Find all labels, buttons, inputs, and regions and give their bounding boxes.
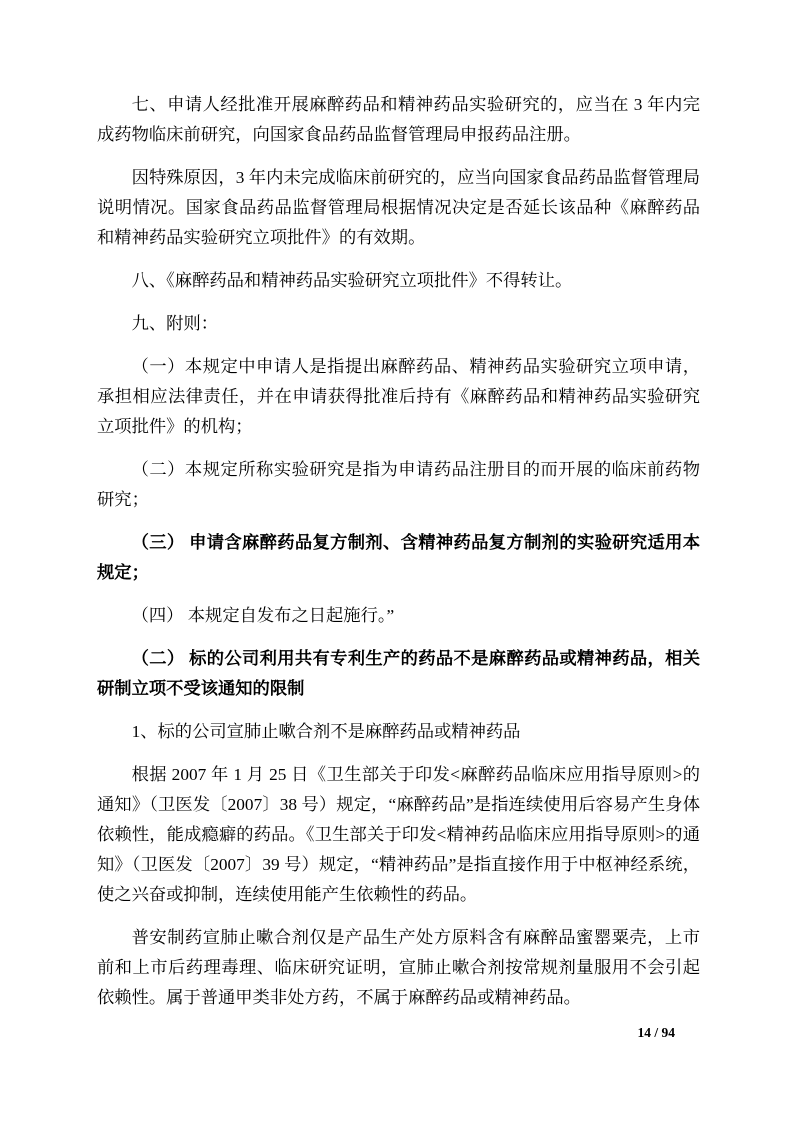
page-content: [97, 90, 700, 1026]
paragraph-special-reason: 因特殊原因，3 年内未完成临床前研究的，应当向国家食品药品监督管理局说明情况。国家食品药品监督管理局根据情况决定是否延长该品种《麻醉药品和精神药品实验研究立项批件》的有效期。: [97, 168, 700, 247]
paragraph-conclusion: 普安制药宣肺止嗽合剂仅是产品生产处方原料含有麻醉品蜜罂粟壳，上市前和上市后药理毒理、临床研究证明，宣肺止嗽合剂按常规剂量服用不会引起依赖性。属于普通甲类非处方药，不属于麻醉药品或精神药品。: [97, 928, 700, 1007]
paragraph-item-7: 七、申请人经批准开展麻醉药品和精神药品实验研究的，应当在 3 年内完成药物临床前研究，向国家食品药品监督管理局申报药品注册。: [97, 95, 700, 144]
paragraph-item-9: 九、附则：: [131, 314, 219, 333]
paragraph-regulation-basis: 根据 2007 年 1 月 25 日《卫生部关于印发<麻醉药品临床应用指导原则>的通知》（卫医发〔2007〕38 号）规定，“麻醉药品”是指连续使用后容易产生身体依赖性，能成瘾癖的药品。《卫生部关于印发<精神药品临床应用指导原则>的通知》（卫医发〔2007〕39 号）规定，“精神药品”是指直接作用于中枢神经系统，使之兴奋或抑制，连续使用能产生依赖性的药品。: [97, 765, 700, 904]
page-number: 14 / 94: [637, 1025, 675, 1040]
section-heading-2: （二） 标的公司利用共有专利生产的药品不是麻醉药品或精神药品，相关研制立项不受该通知的限制: [97, 649, 700, 698]
paragraph-subitem-1: （一）本规定中申请人是指提出麻醉药品、精神药品实验研究立项申请，承担相应法律责任，并在申请获得批准后持有《麻醉药品和精神药品实验研究立项批件》的机构；: [97, 357, 700, 436]
paragraph-item-8: 八、《麻醉药品和精神药品实验研究立项批件》不得转让。: [131, 271, 573, 290]
paragraph-subitem-3-bold: （三） 申请含麻醉药品复方制剂、含精神药品复方制剂的实验研究适用本规定；: [97, 533, 700, 582]
paragraph-subitem-4: （四） 本规定自发布之日起施行。”: [131, 606, 395, 625]
paragraph-subitem-2: （二）本规定所称实验研究是指为申请药品注册目的而开展的临床前药物研究；: [97, 460, 700, 509]
paragraph-point-1: 1、标的公司宣肺止嗽合剂不是麻醉药品或精神药品: [131, 722, 521, 741]
